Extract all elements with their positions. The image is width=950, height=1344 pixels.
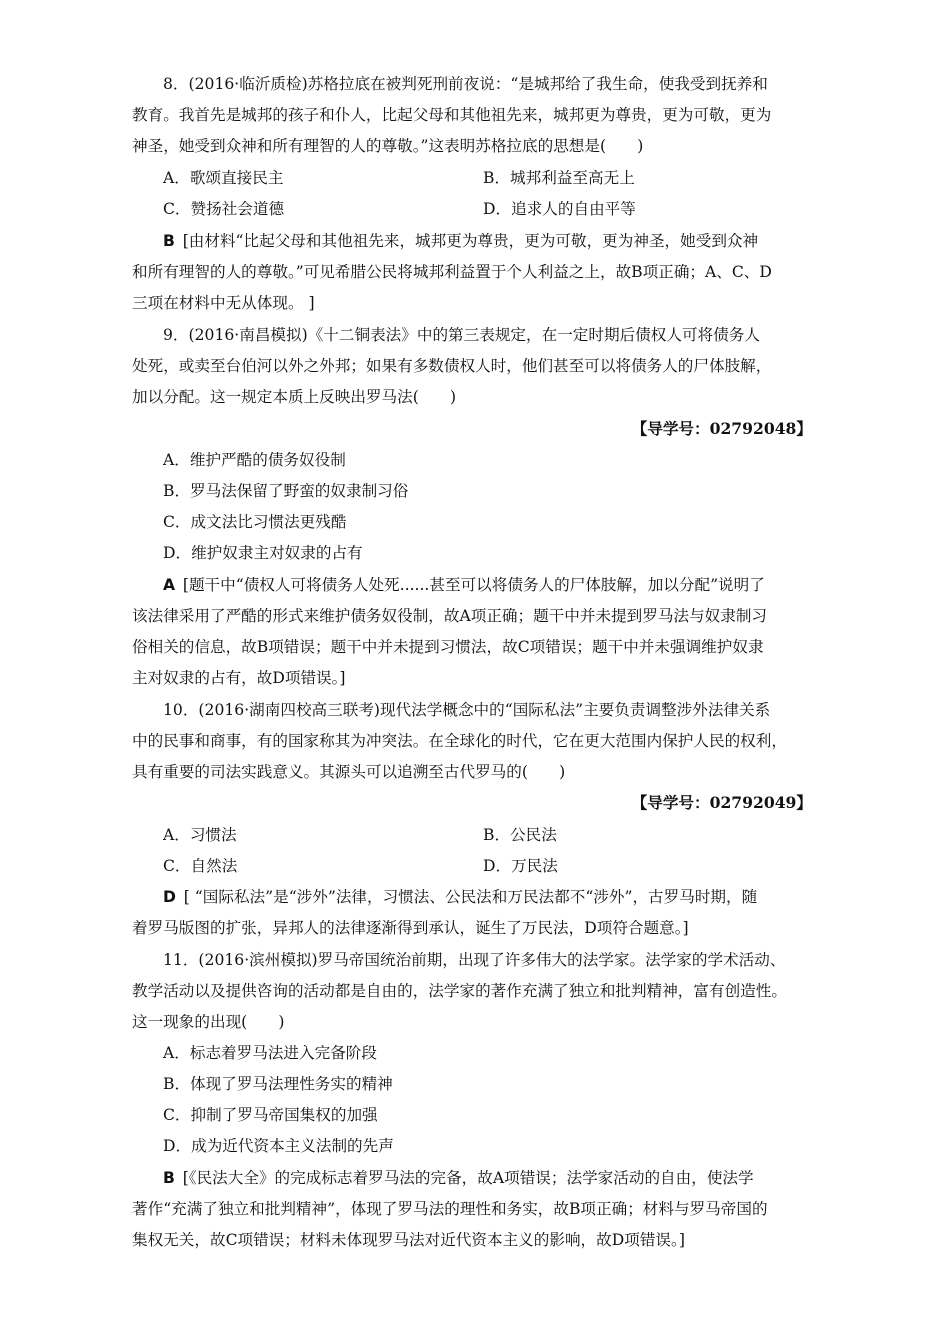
line-text: 三项在材料中无从体现。 ]	[132, 294, 315, 312]
line-text: B．罗马法保留了野蛮的奴隶制习俗	[163, 482, 409, 500]
text-line	[132, 762, 565, 782]
text-line	[132, 262, 772, 282]
line-text: 神圣，她受到众神和所有理智的人的尊敬。”这表明苏格拉底的思想是( )	[132, 137, 644, 155]
line-text: 8．(2016·临沂质检)苏格拉底在被判死刑前夜说：“是城邦给了我生命，使我受到抚养和	[163, 75, 768, 93]
line-text: C．抑制了罗马帝国集权的加强	[163, 1106, 378, 1124]
answer-letter: B	[163, 1169, 175, 1187]
line-text: [由材料“比起父母和其他祖先来，城邦更为尊贵，更为可敬，更为神圣，她受到众神	[182, 232, 759, 250]
text-line	[163, 74, 768, 94]
text-line	[132, 1230, 685, 1250]
line-text: A．歌颂直接民主	[163, 169, 284, 187]
text-line	[132, 1012, 285, 1032]
answer-option	[163, 1105, 378, 1125]
guide-number	[0, 793, 812, 813]
line-text: B．体现了罗马法理性务实的精神	[163, 1075, 393, 1093]
line-text: 该法律采用了严酷的形式来维护债务奴役制，故A项正确；题干中并未提到罗马法与奴隶制习	[132, 607, 768, 625]
line-text: 中的民事和商事，有的国家称其为冲突法。在全球化的时代，它在更大范围内保护人民的权利，	[132, 732, 787, 750]
line-text: [题干中“债权人可将债务人处死......甚至可以将债务人的尸体肢解，加以分配”说明了	[182, 576, 765, 594]
line-text: 集权无关，故C项错误；材料未体现罗马法对近代资本主义的影响，故D项错误。]	[132, 1231, 685, 1249]
line-text: A．标志着罗马法进入完备阶段	[163, 1044, 377, 1062]
line-text: 【导学号：02792049】	[631, 793, 812, 812]
answer-explanation	[163, 575, 765, 595]
text-line	[132, 105, 771, 125]
line-text: C．赞扬社会道德	[163, 200, 285, 218]
line-text: 俗相关的信息，故B项错误；题干中并未提到习惯法，故C项错误；题干中并未强调维护奴隶	[132, 638, 764, 656]
text-line	[132, 668, 346, 688]
line-text: [ “国际私法”是“涉外”法律，习惯法、公民法和万民法都不“涉外”，古罗马时期，随	[183, 888, 758, 906]
text-line	[132, 387, 456, 407]
text-line	[132, 918, 689, 938]
line-text: [《民法大全》的完成标志着罗马法的完备，故A项错误；法学家活动的自由，使法学	[182, 1169, 754, 1187]
line-text: 教育。我首先是城邦的孩子和仆人，比起父母和其他祖先来，城邦更为尊贵，更为可敬，更为	[132, 106, 772, 124]
line-text: A．习惯法	[163, 826, 237, 844]
answer-option	[483, 856, 558, 876]
text-line	[132, 1199, 768, 1219]
text-line	[132, 637, 764, 657]
answer-option	[163, 199, 284, 219]
line-text: 10．(2016·湖南四校高三联考)现代法学概念中的“国际私法”主要负责调整涉外法律关系	[163, 701, 771, 719]
answer-explanation	[163, 231, 758, 251]
line-text: D．维护奴隶主对奴隶的占有	[163, 544, 363, 562]
line-text: 11．(2016·滨州模拟)罗马帝国统治前期，出现了许多伟大的法学家。法学家的学术活动、	[163, 951, 786, 969]
answer-explanation	[163, 887, 757, 907]
line-text: 教学活动以及提供咨询的活动都是自由的，法学家的著作充满了独立和批判精神，富有创造性。	[132, 982, 787, 1000]
text-line	[132, 981, 787, 1001]
line-text: B．城邦利益至高无上	[483, 169, 635, 187]
line-text: D．成为近代资本主义法制的先声	[163, 1137, 394, 1155]
answer-option	[483, 168, 635, 188]
text-line	[163, 950, 785, 970]
line-text: 著作“充满了独立和批判精神”，体现了罗马法的理性和务实，故B项正确；材料与罗马帝国的	[132, 1200, 768, 1218]
line-text: 着罗马版图的扩张，异邦人的法律逐渐得到承认，诞生了万民法，D项符合题意。]	[132, 919, 689, 937]
line-text: C．自然法	[163, 857, 238, 875]
line-text: D．追求人的自由平等	[483, 200, 636, 218]
line-text: 具有重要的司法实践意义。其源头可以追溯至古代罗马的( )	[132, 763, 566, 781]
line-text: D．万民法	[483, 857, 558, 875]
text-line	[163, 700, 770, 720]
guide-number	[0, 419, 812, 439]
line-text: B．公民法	[483, 826, 557, 844]
answer-letter: D	[163, 888, 176, 906]
text-line	[132, 136, 643, 156]
answer-option	[163, 1043, 377, 1063]
line-text: 9．(2016·南昌模拟)《十二铜表法》中的第三表规定，在一定时期后债权人可将债务人	[163, 326, 760, 344]
answer-option	[163, 168, 283, 188]
answer-option	[163, 481, 408, 501]
answer-option	[163, 1074, 393, 1094]
line-text: 这一现象的出现( )	[132, 1013, 285, 1031]
answer-option	[163, 543, 363, 563]
line-text: C．成文法比习惯法更残酷	[163, 513, 347, 531]
answer-letter: B	[163, 232, 175, 250]
line-text: 和所有理智的人的尊敬。”可见希腊公民将城邦利益置于个人利益之上，故B项正确；A、C、D	[132, 263, 772, 281]
line-text: 主对奴隶的占有，故D项错误。]	[132, 669, 346, 687]
answer-option	[163, 450, 346, 470]
text-line	[132, 293, 315, 313]
text-line	[132, 356, 771, 376]
line-text: A．维护严酷的债务奴役制	[163, 451, 346, 469]
answer-option	[163, 1136, 394, 1156]
answer-option	[483, 825, 557, 845]
answer-letter: A	[163, 576, 176, 594]
answer-option	[163, 825, 237, 845]
line-text: 【导学号：02792048】	[631, 419, 812, 438]
line-text: 处死，或卖至台伯河以外之外邦；如果有多数债权人时，他们甚至可以将债务人的尸体肢解，	[132, 357, 772, 375]
answer-option	[163, 512, 346, 532]
text-line	[132, 606, 767, 626]
text-line	[132, 731, 787, 751]
text-line	[163, 325, 760, 345]
answer-option	[483, 199, 636, 219]
answer-explanation	[163, 1168, 754, 1188]
line-text: 加以分配。这一规定本质上反映出罗马法( )	[132, 388, 457, 406]
answer-option	[163, 856, 237, 876]
